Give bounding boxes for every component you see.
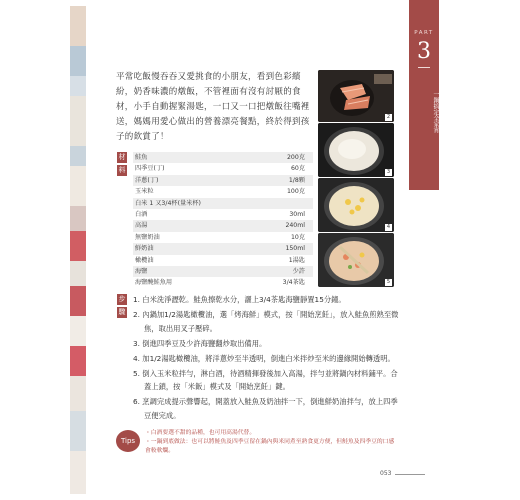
chapter-title: 一鍋搞定全家宵 bbox=[432, 91, 439, 133]
ingredient-row bbox=[133, 255, 313, 266]
ingredient-row bbox=[133, 277, 313, 288]
chapter-tab bbox=[409, 0, 439, 190]
photo-number: 3 bbox=[386, 169, 391, 175]
ingredient-amount: 100克 bbox=[287, 188, 305, 196]
step-photo-2 bbox=[318, 70, 394, 122]
ingredient-name: 玉米粒 bbox=[135, 188, 154, 196]
ingredient-row bbox=[133, 266, 313, 277]
intro-paragraph: 平常吃飯慢吞吞又愛挑食的小朋友，看到色彩繽紛，奶香味濃的燉飯，不管裡面有沒有討厭的食材，小手自動握緊湯匙，一口又一口把燉飯往嘴裡送，媽媽用愛心做出的營養漂亮餐點，終於得到孩子的欽賞了！ bbox=[116, 72, 310, 142]
photo-number: 2 bbox=[386, 114, 391, 120]
ingredient-amount: 少許 bbox=[292, 267, 305, 275]
step-item: 1. 白米洗淨瀝乾。鮭魚擦乾水分，灑上3/4茶匙海鹽靜置15分鐘。 bbox=[133, 295, 346, 304]
corn-rice-image bbox=[318, 178, 394, 232]
ingredient-amount: 30ml bbox=[289, 210, 305, 218]
ingredient-amount: 10克 bbox=[290, 233, 305, 241]
step-item: 5. 倒入玉米粒拌勻，淋白酒，待酒精揮發後加入高湯，拌勻並將鍋內材料鋪平。合蓋上鎖，按「米飯」模式及「開始烹飪」鍵。 bbox=[133, 368, 398, 391]
step-photo-3 bbox=[318, 123, 394, 177]
decorative-stripes bbox=[70, 6, 86, 494]
ingredient-row bbox=[133, 220, 313, 231]
salmon-risotto-image bbox=[318, 233, 394, 287]
ingredient-name: 無鹽奶油 bbox=[135, 233, 160, 241]
ingredient-name: 鮮奶油 bbox=[135, 245, 154, 253]
ingredient-amount: 240ml bbox=[285, 222, 305, 230]
ingredient-amount: 150ml bbox=[285, 245, 305, 253]
ingredient-amount: 200克 bbox=[287, 154, 305, 161]
ingredient-name: 白酒 bbox=[135, 210, 148, 218]
steps-label-char: 步 bbox=[118, 295, 126, 303]
rice-pot-image bbox=[318, 123, 394, 177]
tips-badge: Tips bbox=[116, 430, 140, 452]
steps-label-char: 驟 bbox=[118, 308, 126, 316]
ingredient-amount: 3/4茶匙 bbox=[282, 279, 305, 287]
ingredient-row bbox=[133, 243, 313, 254]
step-item: 4. 加1/2湯匙橄欖油，將洋蔥炒至半透明，倒進白米拌炒至米的邊緣開始轉透明。 bbox=[133, 353, 395, 363]
ingredient-name: 高湯 bbox=[135, 222, 148, 230]
ingredient-name: 四季豆(丁) bbox=[135, 165, 165, 173]
ingredients-label-char: 料 bbox=[118, 166, 126, 174]
salmon-pan-image bbox=[318, 70, 394, 122]
step-photo-4 bbox=[318, 178, 394, 232]
ingredient-row bbox=[133, 232, 313, 243]
ingredient-name: 橄欖油 bbox=[135, 256, 154, 264]
ingredient-amount: 1湯匙 bbox=[288, 256, 305, 264]
ingredients-label bbox=[117, 152, 129, 178]
ingredient-row bbox=[133, 209, 313, 220]
photo-number: 4 bbox=[386, 224, 391, 230]
ingredient-row bbox=[133, 198, 313, 209]
step-item: 2. 內鍋加1/2湯匙橄欖油，選「烤海鮮」模式，按「開始烹飪」，放入鮭魚煎熟至微焦，取出用叉子壓碎。 bbox=[133, 310, 399, 333]
chapter-number: 3 bbox=[417, 39, 431, 64]
ingredient-name: 洋蔥(丁) bbox=[135, 176, 159, 184]
step-list bbox=[133, 293, 403, 424]
ingredient-row bbox=[133, 163, 313, 174]
tip-item: ・白酒要選不甜的品種，也可用高湯代替。 bbox=[145, 430, 256, 436]
page-number-rule bbox=[395, 474, 425, 475]
ingredient-row bbox=[133, 152, 313, 163]
ingredients-label-char: 材 bbox=[118, 153, 126, 161]
ingredient-name: 海鹽醃鮭魚用 bbox=[135, 279, 173, 287]
step-photo-5 bbox=[318, 233, 394, 287]
chapter-part-label: PART bbox=[414, 30, 434, 36]
photo-number: 5 bbox=[386, 279, 391, 285]
ingredient-name: 鮭魚 bbox=[135, 154, 148, 161]
chapter-divider bbox=[418, 67, 430, 68]
steps-label bbox=[117, 294, 129, 320]
ingredient-amount: 60克 bbox=[290, 165, 305, 173]
step-item: 6. 烹調完成提示聲響起，開蓋放入鮭魚及奶油拌一下，倒進鮮奶油拌勻，放上四季豆便完成。 bbox=[133, 397, 398, 420]
step-item: 3. 倒進四季豆及少許海鹽翻炒取出備用。 bbox=[133, 338, 267, 348]
tips-list bbox=[145, 429, 395, 457]
ingredient-list bbox=[133, 152, 313, 289]
ingredient-row bbox=[133, 186, 313, 197]
page-number: 053 bbox=[380, 470, 392, 477]
ingredient-amount: 1/8顆 bbox=[288, 176, 305, 184]
ingredient-name: 海鹽 bbox=[135, 267, 148, 275]
ingredient-name: 白米 1 又3/4杯(量米杯) bbox=[135, 199, 201, 207]
ingredient-row bbox=[133, 175, 313, 186]
tip-item: ・一鍋到底做法：也可以將鮭魚及四季豆留在鍋內與米同煮至熟食更方便，但鮭魚及四季豆的口感會較軟爛。 bbox=[145, 439, 395, 455]
